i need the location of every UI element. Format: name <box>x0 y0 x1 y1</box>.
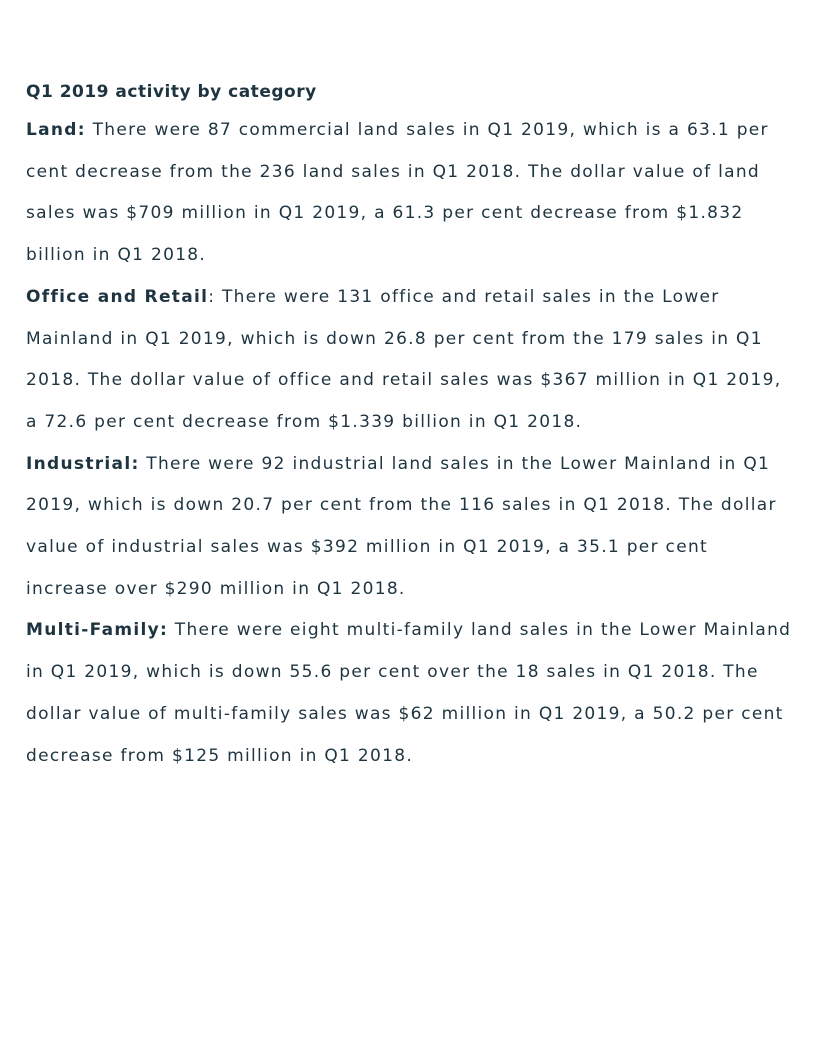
paragraph-industrial-text: There were 92 industrial land sales in the Lower Mainland in Q1 2019, which is down 20.7 per cent from the 116 sales in Q1 2018. The dollar value of industrial sales was $392 million in Q1 2019, a 35.1 per cent increase over $290 million in Q1 2018. <box>26 453 777 599</box>
term-land: Land: <box>26 120 86 140</box>
paragraph-office-retail <box>26 277 794 444</box>
term-multi-family: Multi-Family: <box>26 620 169 641</box>
paragraph-industrial <box>26 444 794 611</box>
article-body <box>26 78 794 777</box>
paragraph-land-text: There were 87 commercial land sales in Q1 2019, which is a 63.1 per cent decrease from the 236 land sales in Q1 2018. The dollar value of land sales was $709 million in Q1 2019, a 61.3 per cent decrease from $1.832 billion in Q1 2018. <box>26 120 769 266</box>
paragraph-office-retail-text: : There were 131 office and retail sales in the Lower Mainland in Q1 2019, which is down 26.8 per cent from the 179 sales in Q1 2018. The dollar value of office and retail sales was $367 million in Q1 2019, a 72.6 per cent decrease from $1.339 billion in Q1 2018. <box>26 286 782 432</box>
paragraph-land <box>26 110 794 277</box>
term-office-retail: Office and Retail <box>26 286 209 307</box>
term-industrial: Industrial: <box>26 453 140 474</box>
section-heading: Q1 2019 activity by category <box>26 82 317 102</box>
paragraph-multi-family-text: There were eight multi-family land sales in the Lower Mainland in Q1 2019, which is down 55.6 per cent over the 18 sales in Q1 2018. The dollar value of multi-family sales was $62 million in Q1 2019, a 50.2 per cent decrease from $125 million in Q1 2018. <box>26 620 792 766</box>
paragraph-multi-family <box>26 610 794 777</box>
